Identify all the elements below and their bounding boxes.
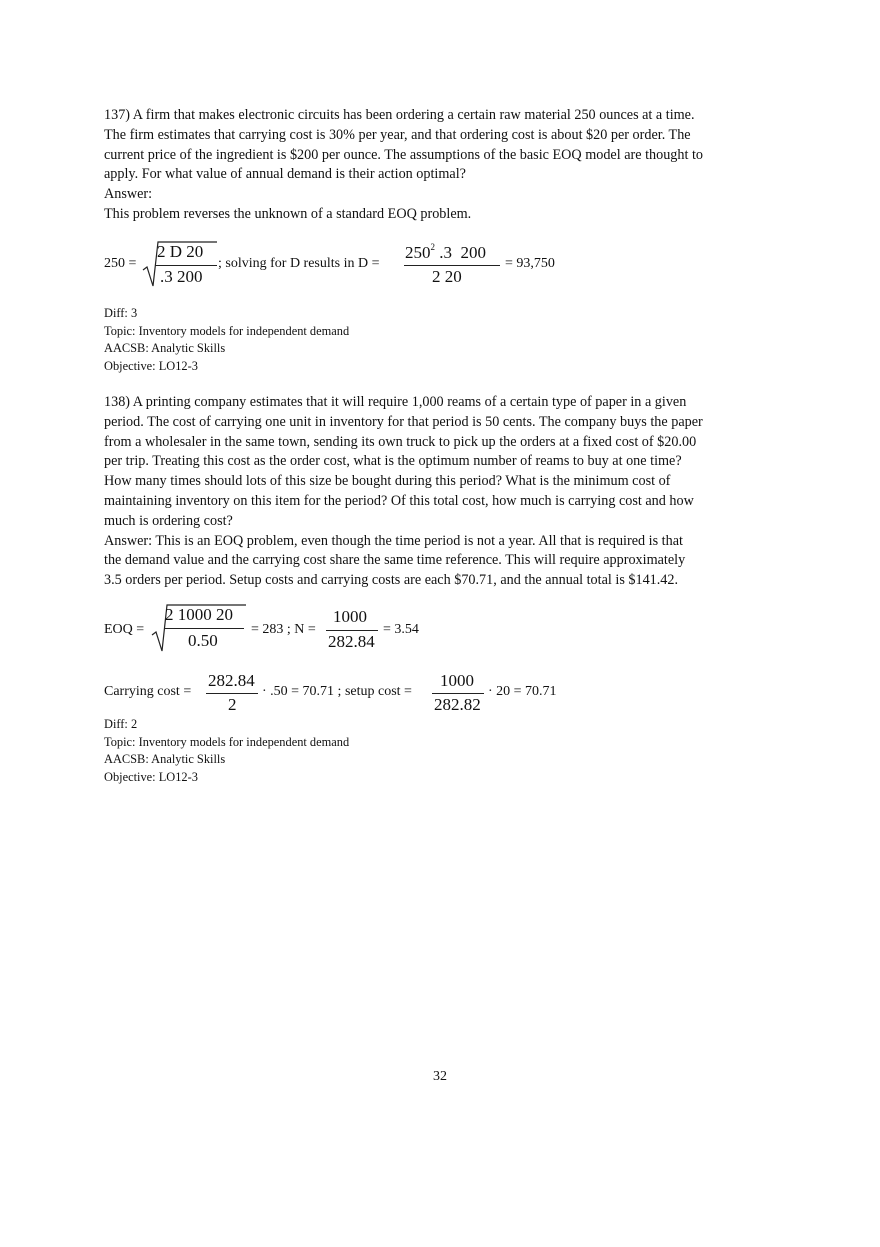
- text-line: per trip. Treating this cost as the order cost, what is the optimum number of reams to buy at one time?: [104, 453, 682, 470]
- text-line: from a wholesaler in the same town, sending its own truck to pick up the orders at a fixed cost of $20.00: [104, 433, 697, 450]
- text-line: 137) A firm that makes electronic circuits has been ordering a certain raw material 250 ounces at a time.: [104, 107, 695, 123]
- formula-numerator-2: $250^2$ .3 200: [405, 242, 486, 262]
- formula-lhs: Carrying cost =: [104, 684, 192, 699]
- question-138-meta: [104, 716, 349, 786]
- formula-denominator: 0.50: [188, 631, 218, 650]
- text-line: The firm estimates that carrying cost is 30% per year, and that ordering cost is about $20 per order. The: [104, 126, 691, 143]
- text-line: apply. For what value of annual demand is their action optimal?: [104, 166, 466, 183]
- answer-line: Answer: This is an EOQ problem, even though the time period is not a year. All that is required is that: [104, 532, 683, 549]
- formula-result: · 20 = 70.71: [488, 684, 557, 699]
- formula-denominator: .3 200: [160, 267, 203, 286]
- formula-middle-text: = 283 ; N =: [251, 622, 316, 637]
- formula-lhs: 250 =: [104, 256, 137, 271]
- formula-result: = 93,750: [505, 256, 555, 271]
- aacsb: AACSB: Analytic Skills: [104, 752, 226, 767]
- text-line: the demand value and the carrying cost share the same time reference. This will require approximately: [104, 552, 686, 569]
- fraction-bar: [164, 628, 244, 629]
- formula-denominator-2: 282.84: [328, 632, 375, 651]
- formula-middle-text: · .50 = 70.71 ; setup cost =: [262, 684, 412, 699]
- fraction-bar: [326, 630, 378, 631]
- formula-numerator: 2 1000 20: [165, 605, 233, 624]
- question-138-text: [104, 393, 724, 591]
- formula-denominator: 2: [228, 695, 237, 714]
- objective: Objective: LO12-3: [104, 358, 198, 373]
- text-line: maintaining inventory on this item for the period? Of this total cost, how much is carrying cost and how: [104, 492, 694, 509]
- difficulty: Diff: 3: [104, 306, 138, 320]
- fraction-bar: [206, 693, 258, 694]
- fraction-bar: [404, 265, 500, 266]
- formula-middle-text: ; solving for D results in D =: [218, 256, 380, 271]
- formula-numerator-2: 1000: [333, 607, 367, 626]
- aacsb: AACSB: Analytic Skills: [104, 341, 226, 356]
- text-line: much is ordering cost?: [104, 512, 233, 529]
- formula-lhs: EOQ =: [104, 622, 145, 637]
- answer-label: Answer:: [104, 186, 153, 203]
- page-number: 32: [433, 1069, 447, 1084]
- question-137-text: [104, 106, 724, 225]
- objective: Objective: LO12-3: [104, 769, 198, 784]
- formula-denominator-2: 282.82: [434, 695, 481, 714]
- topic: Topic: Inventory models for independent demand: [104, 323, 350, 338]
- formula-numerator-2: 1000: [440, 671, 474, 690]
- fraction-bar: [155, 265, 217, 266]
- text-line: How many times should lots of this size be bought during this period? What is the minimum cost of: [104, 473, 671, 490]
- fraction-bar: [432, 693, 484, 694]
- text-line: This problem reverses the unknown of a standard EOQ problem.: [104, 205, 472, 222]
- text-line: 138) A printing company estimates that it will require 1,000 reams of a certain type of paper in a given: [104, 394, 687, 410]
- question-137-meta: [104, 305, 349, 375]
- formula-numerator: 282.84: [208, 671, 255, 690]
- text-line: 3.5 orders per period. Setup costs and carrying costs are each $70.71, and the annual total is $141.42.: [104, 572, 679, 589]
- formula-numerator: 2 D 20: [157, 242, 204, 261]
- formula-result: = 3.54: [383, 622, 419, 637]
- formula-denominator-2: 2 20: [432, 267, 462, 286]
- topic: Topic: Inventory models for independent demand: [104, 734, 350, 749]
- text-line: current price of the ingredient is $200 per ounce. The assumptions of the basic EOQ model are thought to: [104, 146, 703, 163]
- text-line: period. The cost of carrying one unit in inventory for that period is 50 cents. The company buys the paper: [104, 413, 703, 430]
- difficulty: Diff: 2: [104, 717, 138, 731]
